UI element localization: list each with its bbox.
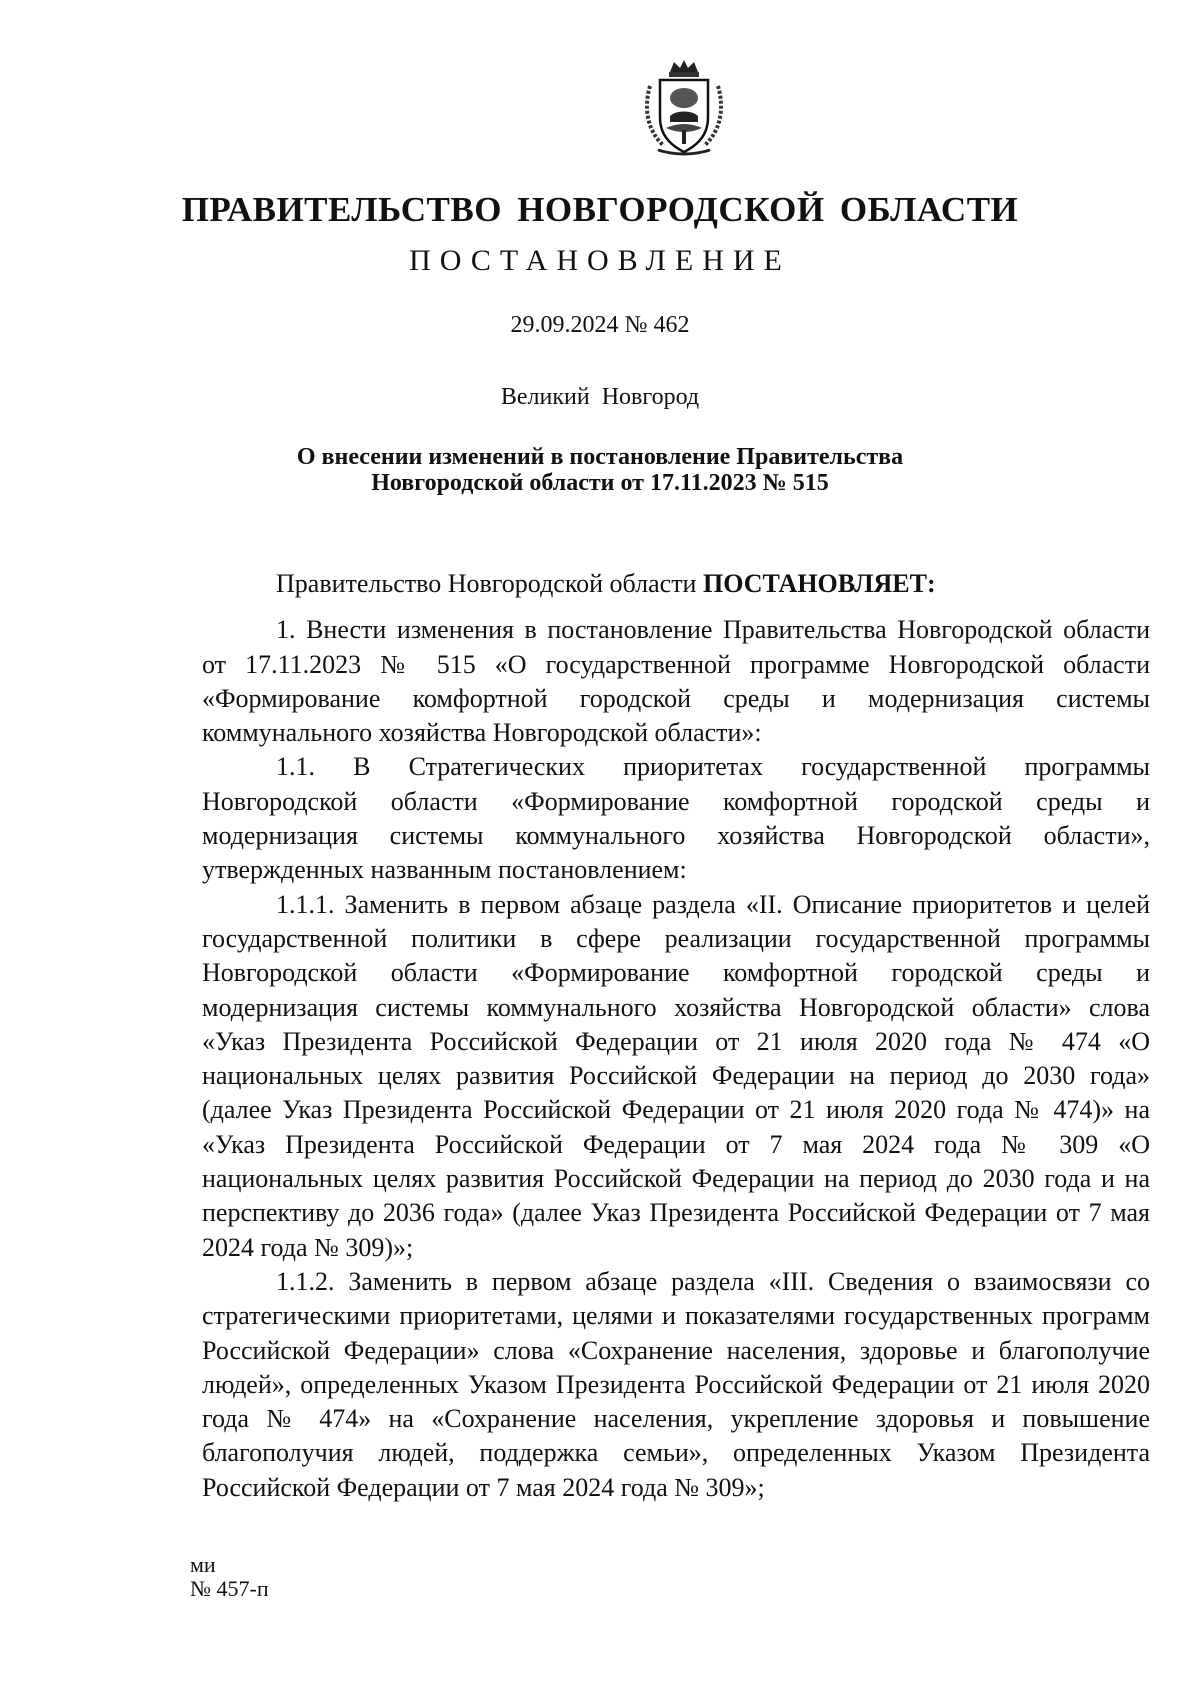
document-date-number: 29.09.2024 № 462 — [510, 312, 690, 338]
paragraph-1-1: 1.1. В Стратегических приоритетах государственной программы Новгородской области «Формирование комфортной городской среды и модернизация системы коммунального хозяйства Новгородской области», утвержденных названным постановлением: — [202, 752, 1150, 885]
coat-of-arms-graphic — [640, 58, 728, 158]
footer-number: № 457-п — [190, 1576, 269, 1601]
preamble-text: Правительство Новгородской области — [276, 569, 703, 598]
coat-of-arms-icon — [640, 58, 728, 158]
organization-title: ПРАВИТЕЛЬСТВО НОВГОРОДСКОЙ ОБЛАСТИ — [181, 190, 1019, 229]
paragraph-1: 1. Внести изменения в постановление Правительства Новгородской области от 17.11.2023 № 515 «О государственной программе Новгородской области «Формирование комфортной городской среды и модернизация системы коммунального хозяйства Новгородской области»: — [202, 615, 1150, 748]
document-title-line-2: Новгородской области от 17.11.2023 № 515 — [371, 470, 829, 496]
document-title-line-1: О внесении изменений в постановление Правительства — [296, 444, 904, 470]
footer-note — [190, 1553, 269, 1601]
preamble — [202, 567, 1150, 601]
footer-initials: ми — [190, 1552, 216, 1577]
preamble-decree-word: ПОСТАНОВЛЯЕТ: — [702, 569, 936, 598]
paragraph-1-1-1: 1.1.1. Заменить в первом абзаце раздела «II. Описание приоритетов и целей государственной политики в сфере реализации государственной программы Новгородской области «Формирование комфортной городской среды и модернизация системы коммунального хозяйства Новгородской области» слова «Указ Президента Российской Федерации от 21 июля 2020 года № 474 «О национальных целях развития Российской Федерации на период до 2030 года» (далее Указ Президента Российской Федерации от 21 июля 2020 года № 474)» на «Указ Президента Российской Федерации от 7 мая 2024 года № 309 «О национальных целях развития Российской Федерации на период до 2030 года и на перспективу до 2036 года» (далее Указ Президента Российской Федерации от 7 мая 2024 года № 309)»; — [202, 889, 1150, 1262]
document-city: Великий Новгород — [500, 384, 700, 410]
document-body — [202, 567, 1150, 1505]
document-title — [0, 444, 1200, 496]
paragraph-1-1-2: 1.1.2. Заменить в первом абзаце раздела «III. Сведения о взаимосвязи со стратегическими приоритетами, целями и показателями государственных программ Российской Федерации» слова «Сохранение населения, здоровье и благополучие людей», определенных Указом Президента Российской Федерации от 21 июля 2020 года № 474» на «Сохранение населения, укрепление здоровья и повышение благополучия людей, поддержка семьи», определенных Указом Президента Российской Федерации от 7 мая 2024 года № 309»; — [202, 1266, 1150, 1502]
document-type: ПОСТАНОВЛЕНИЕ — [409, 244, 791, 277]
